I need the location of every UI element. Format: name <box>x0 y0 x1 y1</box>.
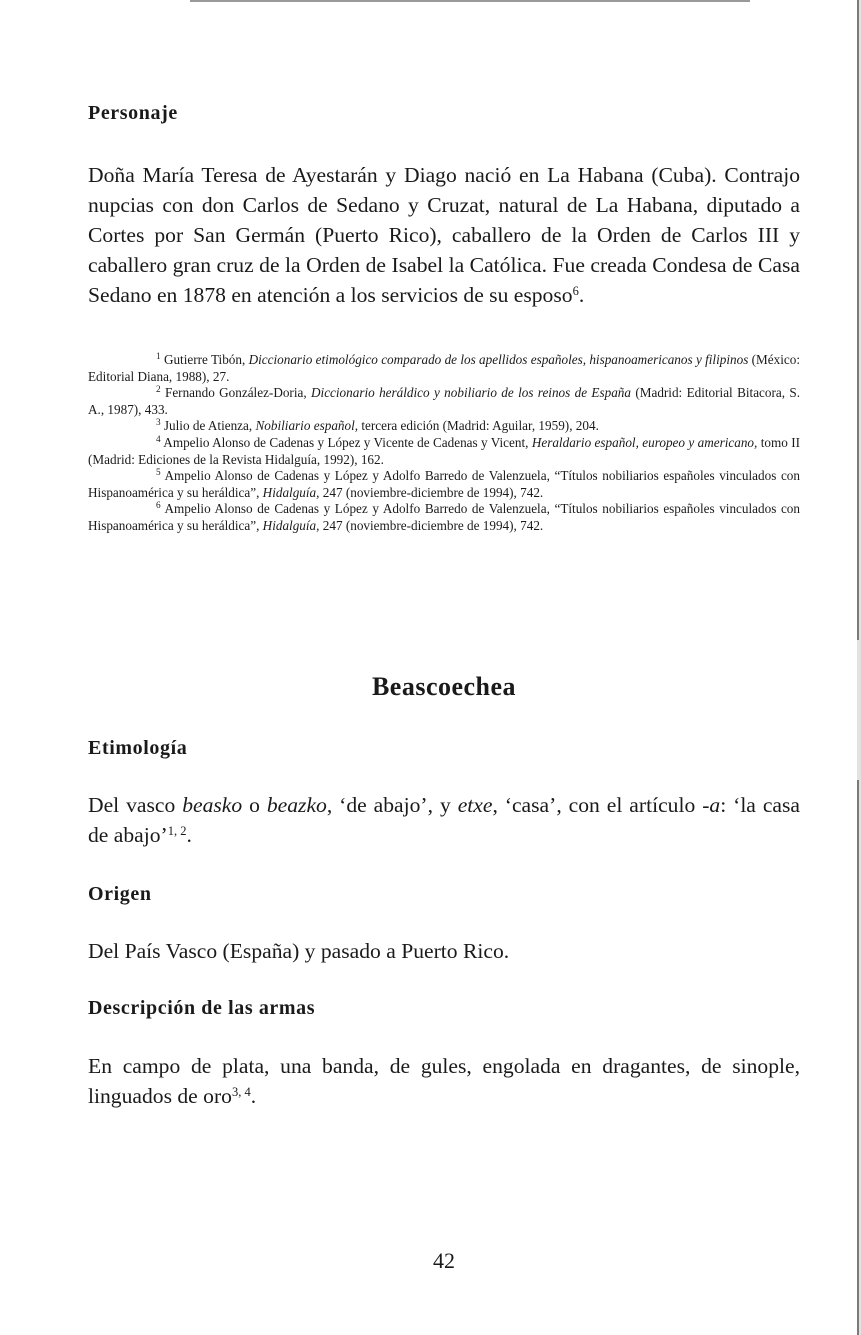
footnote-1: $^1$ Gutierre Tibón, Diccionario etimológico comparado de los apellidos españoles, hispanoamericanos y filipinos (México: Editorial Diana, 1988), 27. <box>88 350 800 384</box>
footnote-5: $^5$ Ampelio Alonso de Cadenas y López y Adolfo Barredo de Valenzuela, “Títulos nobiliarios españoles vinculados con Hispanoamérica y su heráldica”, Hidalguía, 247 (noviembre-diciembre de 1994), 742. <box>88 467 800 500</box>
paragraph-etimologia: Del vasco beasko o beazko, ‘de abajo’, y etxe, ‘casa’, con el artículo -a: ‘la casa de abajo’$^{1, 2}$. <box>88 793 800 847</box>
paragraph-personaje: Doña María Teresa de Ayestarán y Diago nació en La Habana (Cuba). Contrajo nupcias con don Carlos de Sedano y Cruzat, natural de La Habana, diputado a Cortes por San Germán (Puerto Rico), caballero de la Orden de Carlos III y caballero gran cruz de la Orden de Isabel la Católica. Fue creada Condesa de Casa Sedano en 1878 en atención a los servicios de su esposo$^6$. <box>88 163 800 307</box>
footnote-3: $^3$ Julio de Atienza, Nobiliario español, tercera edición (Madrid: Aguilar, 1959), 204. <box>156 417 599 434</box>
scan-edge-mark <box>857 780 859 1335</box>
heading-etimologia: Etimología <box>88 737 188 759</box>
footnote-ref[interactable]: 3, 4 <box>231 1085 251 1100</box>
footnote-2: $^2$ Fernando González-Doria, Diccionario heráldico y nobiliario de los reinos de España (Madrid: Editorial Bitacora, S. A., 1987), 433. <box>88 384 801 417</box>
footnote-ref[interactable]: 6 <box>572 284 579 299</box>
paragraph-armas: En campo de plata, una banda, de gules, engolada en dragantes, de sinople, linguados de oro$^{3, 4}$. <box>88 1054 800 1108</box>
surname-title: Beascoechea <box>371 672 517 701</box>
page-number: 42 <box>433 1248 455 1273</box>
heading-armas: Descripción de las armas <box>88 997 316 1019</box>
scan-top-edge <box>190 0 750 2</box>
footnote-4: $^4$ Ampelio Alonso de Cadenas y López y Vicente de Cadenas y Vicent, Heraldario español, europeo y americano, tomo II (Madrid: Ediciones de la Revista Hidalguía, 1992), 162. <box>88 433 800 467</box>
footnote-6: $^6$ Ampelio Alonso de Cadenas y López y Adolfo Barredo de Valenzuela, “Títulos nobiliarios españoles vinculados con Hispanoamérica y su heráldica”, Hidalguía, 247 (noviembre-diciembre de 1994), 742. <box>88 500 800 533</box>
footnote-ref[interactable]: 1, 2 <box>167 824 187 839</box>
paragraph-origen: Del País Vasco (España) y pasado a Puerto Rico. <box>88 939 510 963</box>
heading-origen: Origen <box>88 883 152 905</box>
footnotes <box>88 352 800 535</box>
scan-edge-mark <box>857 0 859 640</box>
heading-personaje: Personaje <box>88 102 178 124</box>
